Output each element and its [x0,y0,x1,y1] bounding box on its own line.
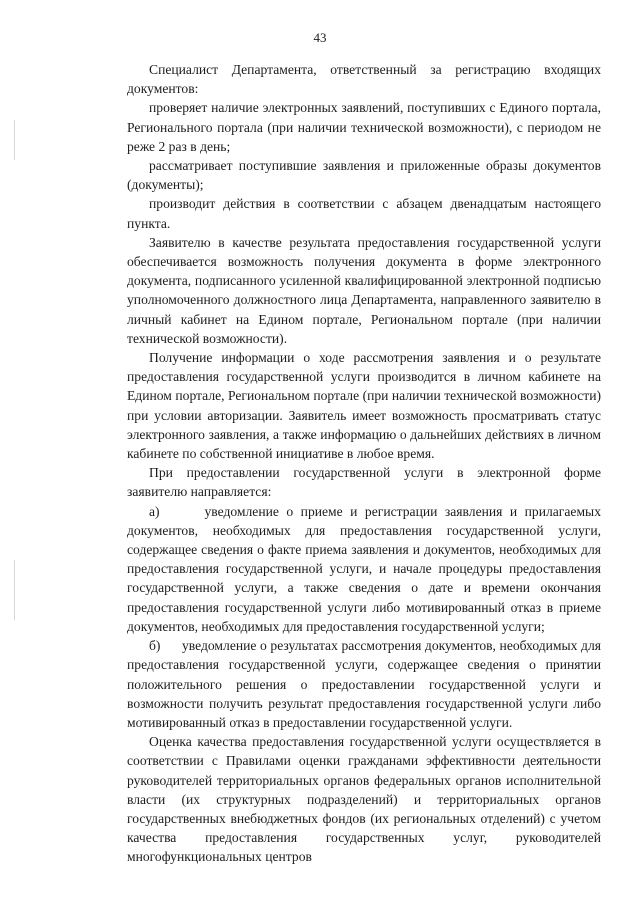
paragraph-notification-b: б) уведомление о результатах рассмотрения документов, необходимых для предоставления государственной услуги, содержащее сведения о принятии положительного решения о предоставлении государственной услуги и возможности получить результат предоставления государственной услуги либо мотивированный отказ в предоставлении государственной услуги. [127,638,601,730]
paragraph-perform-actions: производит действия в соответствии с абзацем двенадцатым настоящего пункта. [127,196,601,231]
document-body [127,60,601,867]
paragraph-result-delivery: Заявителю в качестве результата предоставления государственной услуги обеспечивается возможность получения документа в форме электронного документа, подписанного усиленной квалифицированной электронной подписью уполномоченного должностного лица Департамента, направленного заявителю в личный кабинет на Едином портале, Региональном портале (при наличии технической возможности). [127,234,601,346]
paragraph-notifications-intro: При предоставлении государственной услуги в электронной форме заявителю направляется: [127,465,601,500]
scan-margin-mark [14,120,15,160]
paragraph-check-applications: проверяет наличие электронных заявлений, поступивших с Единого портала, Регионального портала (при наличии технической возможности), с периодом не реже 2 раз в день; [127,100,601,154]
paragraph-notification-a: а) уведомление о приеме и регистрации заявления и прилагаемых документов, необходимых для предоставления государственной услуги, содержащее сведения о факте приема заявления и документов, необходимых для предоставления государственной услуги, и начале процедуры предоставления государственной услуги, а также сведения о дате и времени окончания предоставления государственной услуги либо мотивированный отказ в приеме документов, необходимых для предоставления государственной услуги; [127,503,601,634]
paragraph-registration-specialist: Специалист Департамента, ответственный за регистрацию входящих документов: [127,62,601,97]
paragraph-status-information: Получение информации о ходе рассмотрения заявления и о результате предоставления государственной услуги производится в личном кабинете на Едином портале, Региональном портале (при наличии технической возможности) при условии авторизации. Заявитель имеет возможность просматривать статус электронного заявления, а также информацию о дальнейших действиях в личном кабинете по собственной инициативе в любое время. [127,350,601,462]
paragraph-review-applications: рассматривает поступившие заявления и приложенные образы документов (документы); [127,158,601,193]
scan-margin-mark [14,560,15,620]
page-number: 43 [313,30,327,45]
paragraph-quality-assessment: Оценка качества предоставления государственной услуги осуществляется в соответствии с Правилами оценки гражданами эффективности деятельности руководителей территориальных органов федеральных органов исполнительной власти (их структурных подразделений) и территориальных органов государственных внебюджетных фондов (их региональных отделений) с учетом качества предоставления государственных услуг, руководителей многофункциональных центров [127,734,601,865]
